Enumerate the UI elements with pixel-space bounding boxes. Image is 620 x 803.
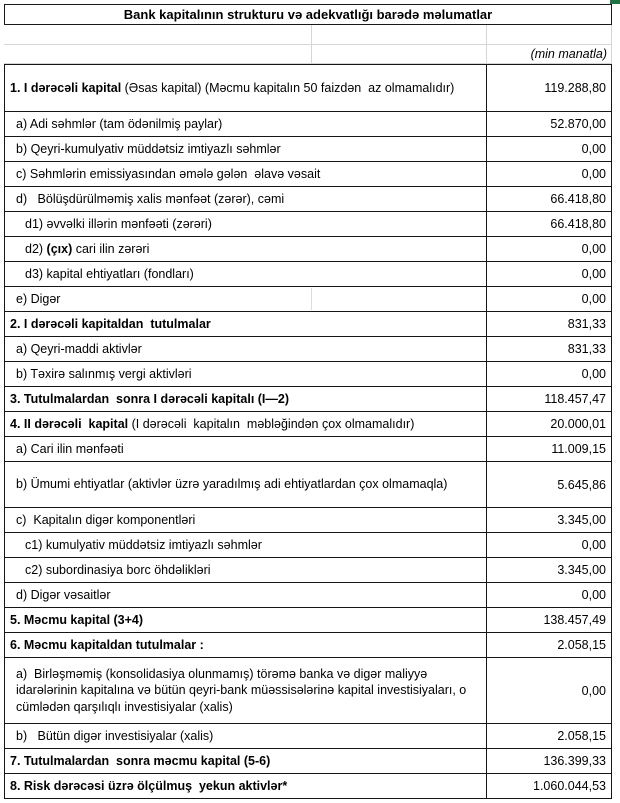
label-segment: a) Qeyri-maddi aktivlər: [16, 341, 142, 356]
empty-row: [4, 25, 612, 45]
table-row: [5, 773, 611, 798]
label-segment: d1) əvvəlki illərin mənfəəti (zərəri): [25, 216, 212, 231]
row-label-cell[interactable]: [5, 412, 487, 436]
row-value-cell[interactable]: 0,00: [581, 683, 606, 698]
capital-structure-table: [4, 64, 612, 799]
label-segment: d) Digər vəsaitlər: [16, 587, 111, 602]
label-segment: c) Səhmlərin emissiyasından əmələ gələn əlavə vəsait: [16, 166, 321, 181]
row-label-text: [16, 512, 195, 528]
row-label-text: [16, 141, 281, 157]
empty-cell[interactable]: [312, 25, 487, 45]
label-segment: d3) kapital ehtiyatları (fondları): [25, 266, 194, 281]
row-value-cell[interactable]: 0,00: [581, 267, 606, 281]
row-label-cell[interactable]: [5, 112, 487, 136]
label-segment: cari ilin zərəri: [72, 241, 150, 256]
row-label-cell[interactable]: [5, 187, 487, 211]
label-segment: b) Təxirə salınmış vergi aktivləri: [16, 366, 192, 381]
row-label-cell[interactable]: [5, 337, 487, 361]
table-row: [5, 111, 611, 136]
table-row: [5, 411, 611, 436]
label-segment: a) Adi səhmlər (tam ödənilmiş paylar): [16, 116, 223, 131]
unit-note-cell[interactable]: [487, 45, 612, 64]
row-label-text: [25, 241, 149, 257]
table-row: [5, 361, 611, 386]
row-label-cell[interactable]: [5, 137, 487, 161]
label-segment-bold: 4. II dərəcəli kapital: [10, 416, 129, 431]
row-label-text: [16, 666, 482, 715]
row-label-text: [10, 612, 143, 628]
label-segment: a) Birləşməmiş (konsolidasiya olunmamış) törəmə banka və digər maliyyə idarələrinin kapitalına və bütün qeyri-bank müəssisələrinə kapital investisiyaları, o cümlədən qarşılıqlı investisiyalar (xalis): [16, 667, 470, 714]
row-label-cell[interactable]: [5, 533, 487, 557]
empty-cell[interactable]: [4, 45, 312, 64]
row-label-text: [16, 587, 110, 603]
table-row: [5, 186, 611, 211]
table-row: [5, 532, 611, 557]
row-value-cell[interactable]: 3.345,00: [557, 563, 606, 577]
label-segment: (I dərəcəli kapitalın məbləğindən çox olmamalıdır): [128, 416, 415, 431]
row-label-cell[interactable]: [5, 65, 487, 111]
table-row: [5, 211, 611, 236]
table-row: [5, 657, 611, 723]
table-row: [5, 748, 611, 773]
row-label-text: [10, 416, 414, 432]
label-segment: e) Digər: [16, 291, 61, 306]
label-segment-bold: 8. Risk dərəcəsi üzrə ölçülmuş yekun aktivlər*: [10, 778, 288, 793]
row-value-cell[interactable]: 831,33: [567, 342, 606, 356]
row-label-cell[interactable]: [5, 312, 487, 336]
table-row: [5, 336, 611, 361]
row-value-cell[interactable]: 1.060.044,53: [533, 779, 606, 793]
row-label-cell[interactable]: [5, 287, 487, 311]
row-value-cell[interactable]: 3.345,00: [557, 513, 606, 527]
table-row: [5, 461, 611, 507]
row-label-text: [16, 441, 124, 457]
row-label-text: [10, 80, 454, 96]
label-segment-bold: 1. I dərəcəli kapital: [10, 80, 122, 95]
row-value-cell[interactable]: 52.870,00: [550, 117, 606, 131]
row-label-text: [16, 291, 60, 307]
table-row: [5, 136, 611, 161]
row-label-cell[interactable]: [5, 162, 487, 186]
row-label-cell[interactable]: [5, 437, 487, 461]
row-label-cell[interactable]: [5, 608, 487, 632]
row-label-text: [16, 476, 447, 492]
empty-cell[interactable]: [4, 25, 312, 45]
table-row: [5, 607, 611, 632]
row-label-text: [25, 216, 212, 232]
row-value-cell[interactable]: 0,00: [581, 538, 606, 552]
row-value-cell[interactable]: 138.457,49: [543, 613, 606, 627]
row-value-cell[interactable]: 0,00: [581, 142, 606, 156]
report-title: Bank kapitalının strukturu və adekvatlığı barədə məlumatlar: [4, 4, 612, 25]
row-label-text: [16, 341, 142, 357]
row-label-text: [10, 753, 270, 769]
row-value-cell[interactable]: 66.418,80: [550, 217, 606, 231]
unit-note: (min manatla): [530, 47, 607, 61]
label-segment: d2): [25, 241, 47, 256]
row-label-text: [16, 728, 213, 744]
row-label-cell[interactable]: [5, 658, 487, 723]
row-value-cell[interactable]: 5.645,86: [557, 477, 606, 492]
table-row: [5, 386, 611, 411]
row-label-text: [10, 316, 211, 332]
unit-note-row: [4, 45, 612, 64]
label-segment: b) Ümumi ehtiyatlar (aktivlər üzrə yaradılmış adi ehtiyatlardan çox olmamaqla): [16, 477, 448, 492]
row-value-cell[interactable]: 0,00: [581, 367, 606, 381]
row-value-cell[interactable]: 0,00: [581, 588, 606, 602]
table-row: [5, 723, 611, 748]
row-label-text: [25, 266, 194, 282]
row-value-cell[interactable]: 136.399,33: [543, 754, 606, 768]
table-row: [5, 286, 611, 311]
row-label-cell[interactable]: [5, 583, 487, 607]
table-row: [5, 507, 611, 532]
row-label-cell[interactable]: [5, 387, 487, 411]
row-label-cell[interactable]: [5, 212, 487, 236]
table-row: [5, 261, 611, 286]
row-value-cell[interactable]: 11.009,15: [551, 442, 606, 456]
row-value-cell[interactable]: 0,00: [581, 167, 606, 181]
row-value-cell[interactable]: 118.457,47: [544, 392, 606, 406]
table-row: [5, 65, 611, 111]
row-label-text: [16, 191, 284, 207]
row-value-cell[interactable]: 831,33: [567, 317, 606, 331]
label-segment-bold: 5. Məcmu kapital (3+4): [10, 612, 144, 627]
row-label-cell[interactable]: [5, 774, 487, 798]
label-segment: b) Qeyri-kumulyativ müddətsiz imtiyazlı səhmlər: [16, 141, 281, 156]
excel-corner-marker: [610, 0, 620, 4]
row-label-text: [25, 537, 262, 553]
label-segment-bold: 3. Tutulmalardan sonra I dərəcəli kapitalı (I—2): [10, 391, 290, 406]
row-label-cell[interactable]: [5, 558, 487, 582]
label-segment: c) Kapitalın digər komponentləri: [16, 512, 196, 527]
row-label-cell[interactable]: [5, 724, 487, 748]
table-row: [5, 632, 611, 657]
row-value-cell[interactable]: 119.288,80: [544, 81, 606, 95]
row-label-text: [10, 637, 204, 653]
row-value-cell[interactable]: 20.000,01: [550, 417, 606, 431]
row-value-cell[interactable]: 0,00: [581, 242, 606, 256]
row-label-cell[interactable]: [5, 508, 487, 532]
row-value-cell[interactable]: 2.058,15: [557, 638, 606, 652]
row-label-text: [16, 166, 320, 182]
label-segment-bold: 7. Tutulmalardan sonra məcmu kapital (5-6): [10, 753, 271, 768]
table-row: [5, 436, 611, 461]
row-label-text: [16, 116, 222, 132]
table-row: [5, 557, 611, 582]
row-label-cell[interactable]: [5, 262, 487, 286]
label-segment: b) Bütün digər investisiyalar (xalis): [16, 728, 214, 743]
table-row: [5, 236, 611, 261]
label-segment: c2) subordinasiya borc öhdəlikləri: [25, 562, 211, 577]
row-label-cell[interactable]: [5, 462, 487, 507]
label-segment: c1) kumulyativ müddətsiz imtiyazlı səhmlər: [25, 537, 262, 552]
empty-cell[interactable]: [487, 25, 612, 45]
row-value-cell[interactable]: 0,00: [581, 292, 606, 306]
row-label-text: [25, 562, 211, 578]
row-value-cell[interactable]: 66.418,80: [550, 192, 606, 206]
table-row: [5, 311, 611, 336]
row-label-text: [10, 778, 287, 794]
row-label-cell[interactable]: [5, 633, 487, 657]
label-segment-bold: (çıx): [46, 241, 73, 256]
row-label-text: [10, 391, 289, 407]
label-segment: d) Bölüşdürülməmiş xalis mənfəət (zərər), cəmi: [16, 191, 285, 206]
label-segment: a) Cari ilin mənfəəti: [16, 441, 124, 456]
label-segment-bold: 6. Məcmu kapitaldan tutulmalar :: [10, 637, 204, 652]
row-label-cell[interactable]: [5, 237, 487, 261]
empty-cell[interactable]: [312, 45, 487, 64]
row-label-cell[interactable]: [5, 362, 487, 386]
row-value-cell[interactable]: 2.058,15: [557, 729, 606, 743]
row-label-text: [16, 366, 192, 382]
table-row: [5, 161, 611, 186]
table-row: [5, 582, 611, 607]
label-segment-bold: 2. I dərəcəli kapitaldan tutulmalar: [10, 316, 211, 331]
row-label-cell[interactable]: [5, 749, 487, 773]
label-segment: (Əsas kapital) (Məcmu kapitalın 50 faizdən az olmamalıdır): [121, 80, 455, 95]
